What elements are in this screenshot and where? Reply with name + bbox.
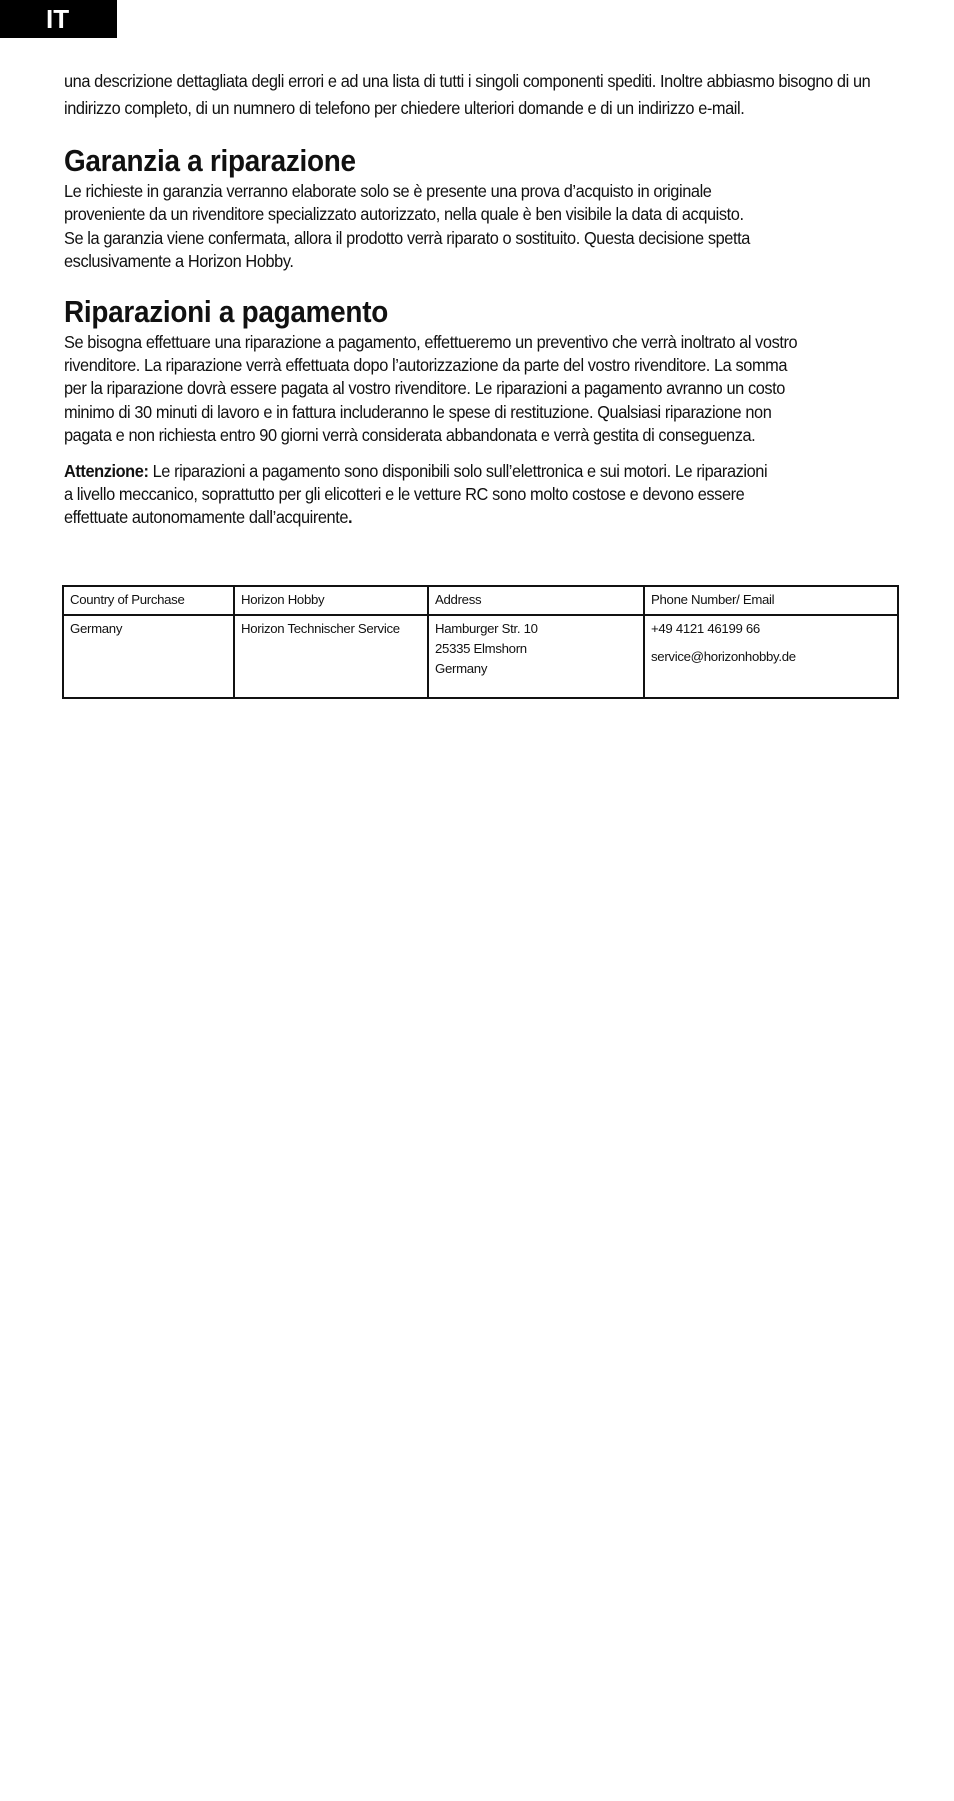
attention-label: Attenzione:: [64, 460, 149, 481]
riparazioni-paragraph: [64, 331, 901, 448]
address-line: Hamburger Str. 10: [435, 621, 538, 636]
attention-line: [64, 460, 901, 483]
attention-paragraph: [64, 460, 901, 530]
address-line: 25335 Elmshorn: [435, 641, 527, 656]
attention-line: [64, 506, 901, 529]
garanzia-line: Se la garanzia viene confermata, allora il prodotto verrà riparato o sostituito. Questa decisione spetta: [64, 227, 750, 248]
attention-text: Le riparazioni a pagamento sono disponibili solo sull’elettronica e sui motori. Le riparazioni: [148, 460, 768, 481]
header-country: Country of Purchase: [63, 586, 234, 615]
service-center-table: [62, 585, 899, 699]
table-header-row: [63, 586, 898, 615]
garanzia-line: Le richieste in garanzia verranno elaborate solo se è presente una prova d’acquisto in originale: [64, 181, 712, 201]
heading-garanzia: Garanzia a riparazione: [64, 143, 356, 178]
riparazioni-line: per la riparazione dovrà essere pagata al vostro rivenditore. Le riparazioni a pagamento avranno un costo: [64, 378, 785, 399]
table-row: [63, 615, 898, 698]
heading-riparazioni: Riparazioni a pagamento: [64, 293, 388, 329]
header-address: Address: [428, 586, 644, 615]
garanzia-line: proveniente da un rivenditore specializzato autorizzato, nella quale è ben visibile la data di acquisto.: [64, 204, 744, 225]
attention-text: effettuate autonomamente dall’acquirente: [64, 507, 349, 528]
cell-address: [428, 615, 644, 698]
attention-line: a livello meccanico, soprattutto per gli elicotteri e le vetture RC sono molto costose e devono essere: [64, 484, 745, 505]
garanzia-paragraph: [64, 180, 901, 274]
language-tab: IT: [0, 0, 117, 38]
header-horizon-hobby: Horizon Hobby: [234, 586, 428, 615]
riparazioni-line: rivenditore. La riparazione verrà effettuata dopo l’autorizzazione da parte del vostro rivenditore. La somma: [64, 355, 788, 376]
header-phone-email: Phone Number/ Email: [644, 586, 898, 615]
address-line: Germany: [435, 661, 488, 676]
page-content: [64, 68, 900, 530]
cell-country: Germany: [63, 615, 234, 698]
email-link[interactable]: service@horizonhobby.de: [651, 649, 796, 664]
intro-paragraph: una descrizione dettagliata degli errori e ad una lista di tutti i singoli componenti spediti. Inoltre abbiasmo bisogno di un indirizzo completo, di un numnero di telefono per chiedere ulteriori domande e di un indirizzo e-mail.: [64, 71, 871, 118]
attention-period: .: [348, 507, 353, 528]
cell-contact: [644, 615, 898, 698]
riparazioni-line: minimo di 30 minuti di lavoro e in fattura includeranno le spese di restituzione. Qualsiasi riparazione non: [64, 401, 772, 422]
cell-service: Horizon Technischer Service: [234, 615, 428, 698]
riparazioni-line: Se bisogna effettuare una riparazione a pagamento, effettueremo un preventivo che verrà inoltrato al vostro: [64, 331, 798, 352]
riparazioni-line: pagata e non richiesta entro 90 giorni verrà considerata abbandonata e verrà gestita di conseguenza.: [64, 425, 756, 446]
phone-number: +49 4121 46199 66: [651, 621, 760, 636]
garanzia-line: esclusivamente a Horizon Hobby.: [64, 251, 294, 272]
